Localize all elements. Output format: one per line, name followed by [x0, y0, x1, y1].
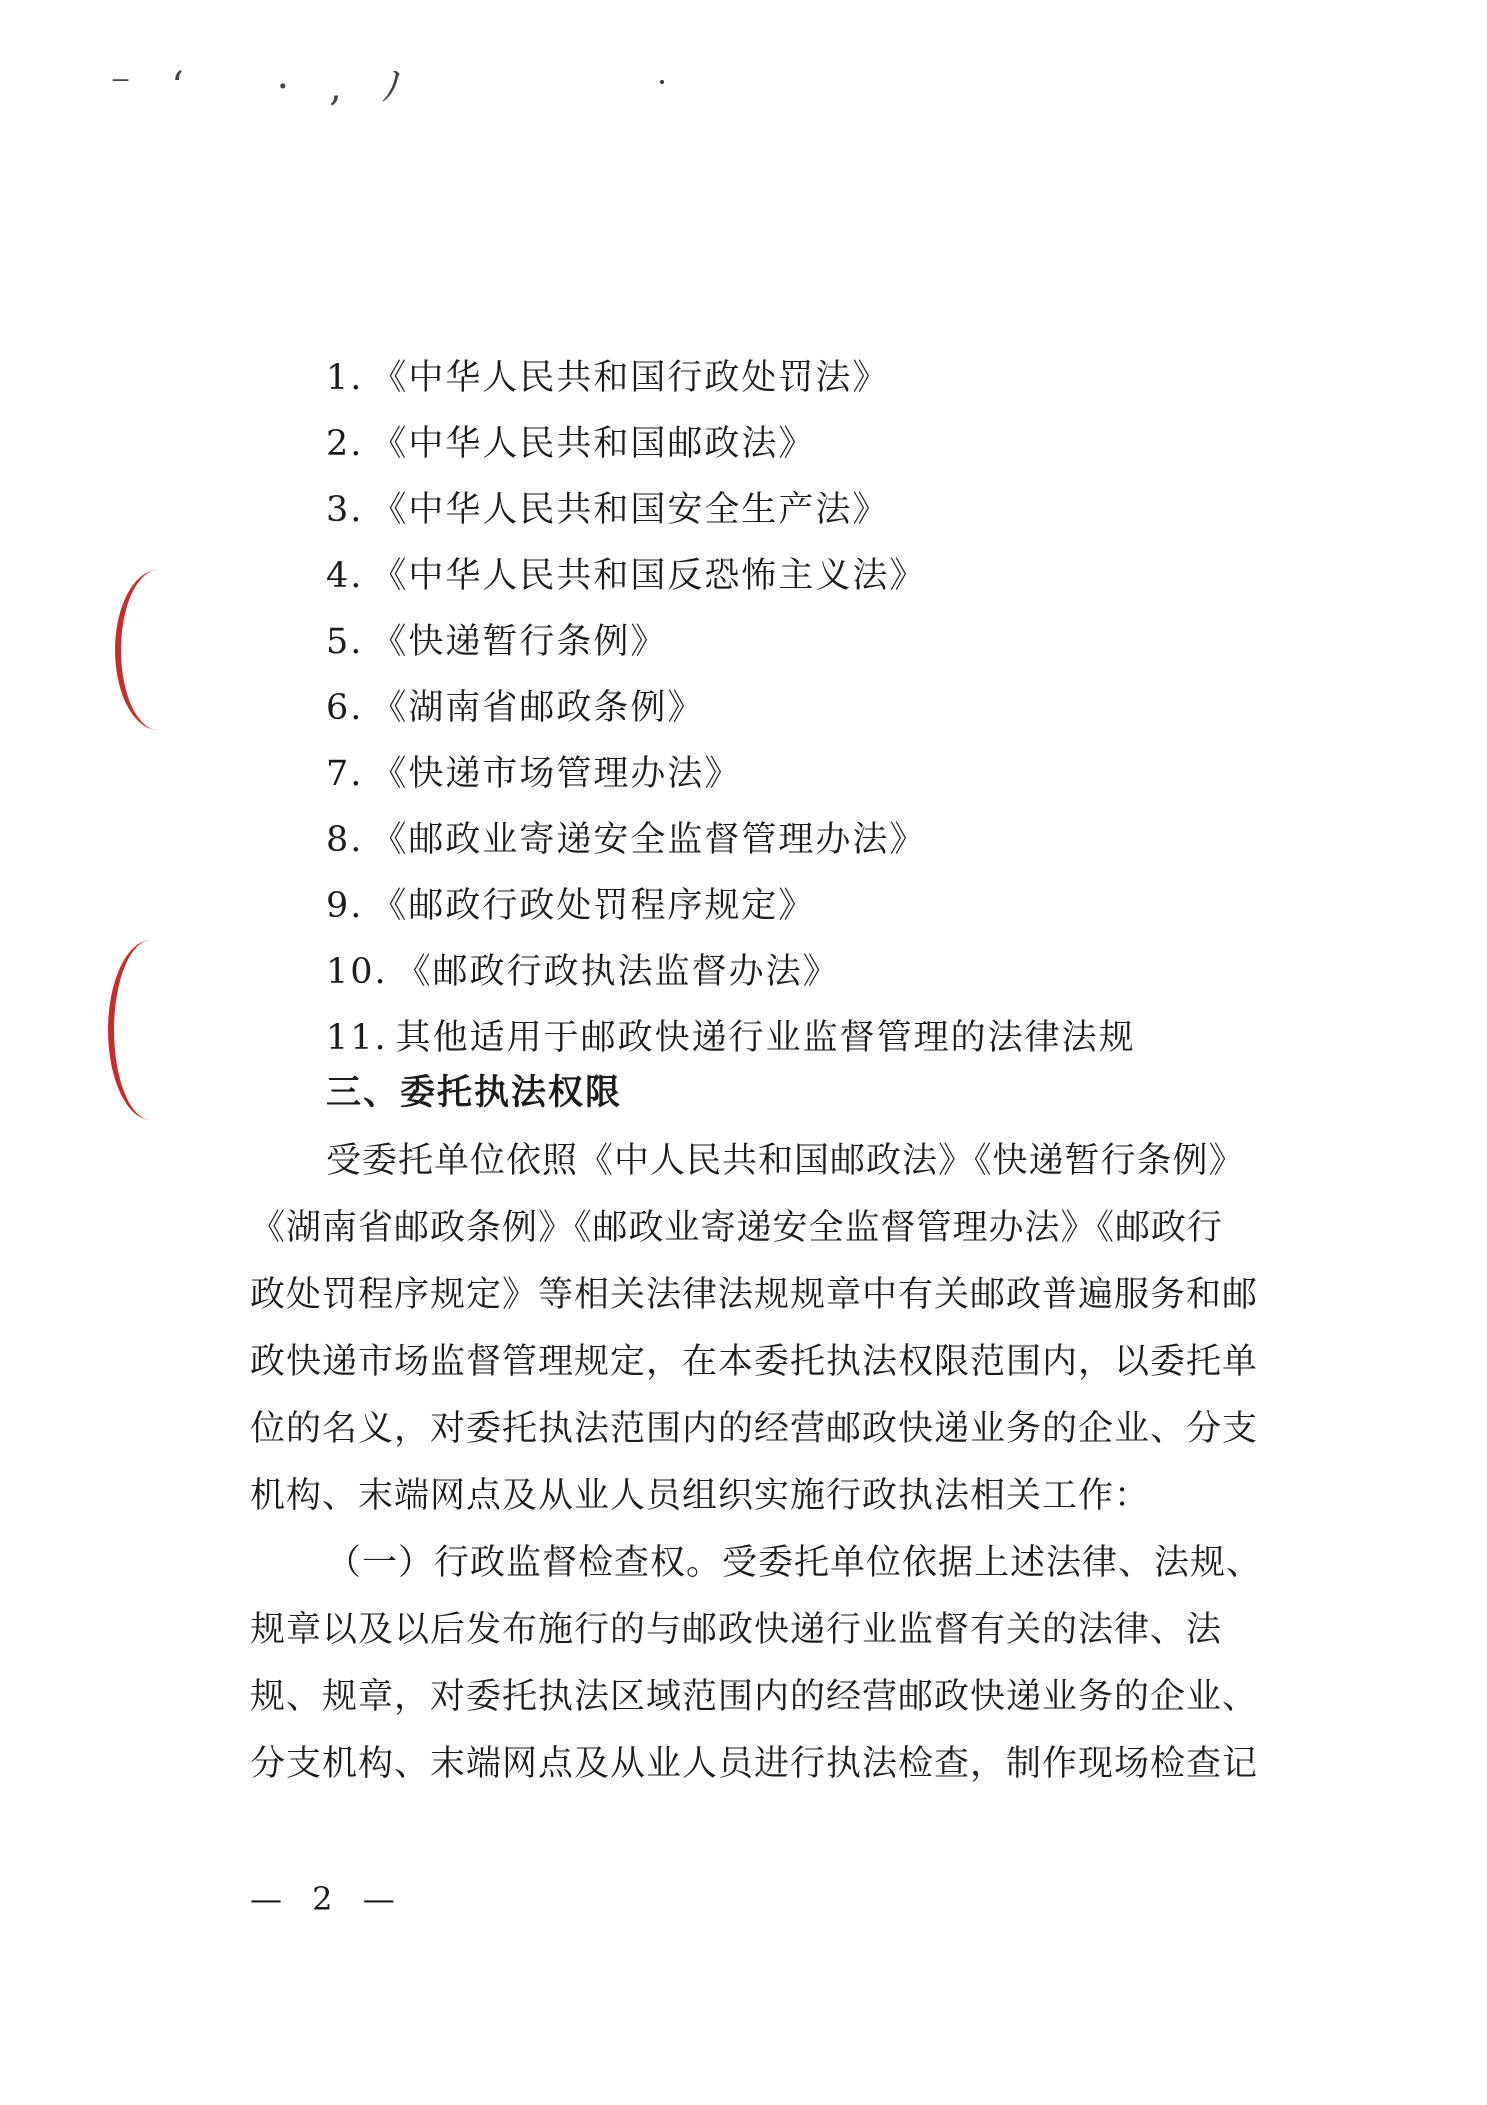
list-item: 4. 《中华人民共和国反恐怖主义法》	[326, 556, 927, 596]
paragraph-line: 政处罚程序规定》等相关法律法规规章中有关邮政普遍服务和邮	[250, 1275, 1259, 1315]
list-item: 5. 《快递暂行条例》	[326, 622, 668, 662]
section-heading: 三、委托执法权限	[326, 1073, 623, 1113]
list-item: 1. 《中华人民共和国行政处罚法》	[326, 358, 890, 398]
paragraph-entrusted-authority	[250, 1128, 1258, 1530]
paragraph-line: 《湖南省邮政条例》《邮政业寄递安全监督管理办法》《邮政行	[250, 1208, 1224, 1248]
paragraph-line: 规、规章，对委托执法区域范围内的经营邮政快递业务的企业、	[250, 1677, 1259, 1717]
paragraph-line: （一）行政监督检查权。受委托单位依据上述法律、法规、	[326, 1543, 1263, 1583]
list-item: 7. 《快递市场管理办法》	[326, 754, 742, 794]
list-item: 9. 《邮政行政处罚程序规定》	[326, 886, 816, 926]
paragraph-line: 规章以及以后发布施行的与邮政快递行业监督有关的法律、法	[250, 1610, 1223, 1650]
red-seal-mark	[115, 570, 201, 730]
page-number: — 2 —	[250, 1880, 405, 1918]
paragraph-inspection-power	[250, 1530, 1262, 1798]
list-item: 8. 《邮政业寄递安全监督管理办法》	[326, 820, 927, 860]
list-item: 3. 《中华人民共和国安全生产法》	[326, 490, 890, 530]
red-seal-mark	[108, 940, 194, 1120]
law-list	[326, 345, 1136, 1071]
paragraph-line: 受委托单位依照《中人民共和国邮政法》《快递暂行条例》	[326, 1141, 1245, 1181]
list-item: 11. 其他适用于邮政快递行业监督管理的法律法规	[326, 1018, 1136, 1058]
scan-artifact: ⁻ʻ ·,ﾉ	[110, 64, 442, 110]
list-item: 6. 《湖南省邮政条例》	[326, 688, 705, 728]
paragraph-line: 机构、末端网点及从业人员组织实施行政执法相关工作：	[250, 1476, 1151, 1516]
scan-dot	[660, 80, 664, 84]
list-item: 2. 《中华人民共和国邮政法》	[326, 424, 816, 464]
paragraph-line: 位的名义，对委托执法范围内的经营邮政快递业务的企业、分支	[250, 1409, 1259, 1449]
list-item: 10. 《邮政行政执法监督办法》	[326, 952, 840, 992]
paragraph-line: 分支机构、末端网点及从业人员进行执法检查，制作现场检查记	[250, 1744, 1259, 1784]
paragraph-line: 政快递市场监督管理规定，在本委托执法权限范围内，以委托单	[250, 1342, 1259, 1382]
